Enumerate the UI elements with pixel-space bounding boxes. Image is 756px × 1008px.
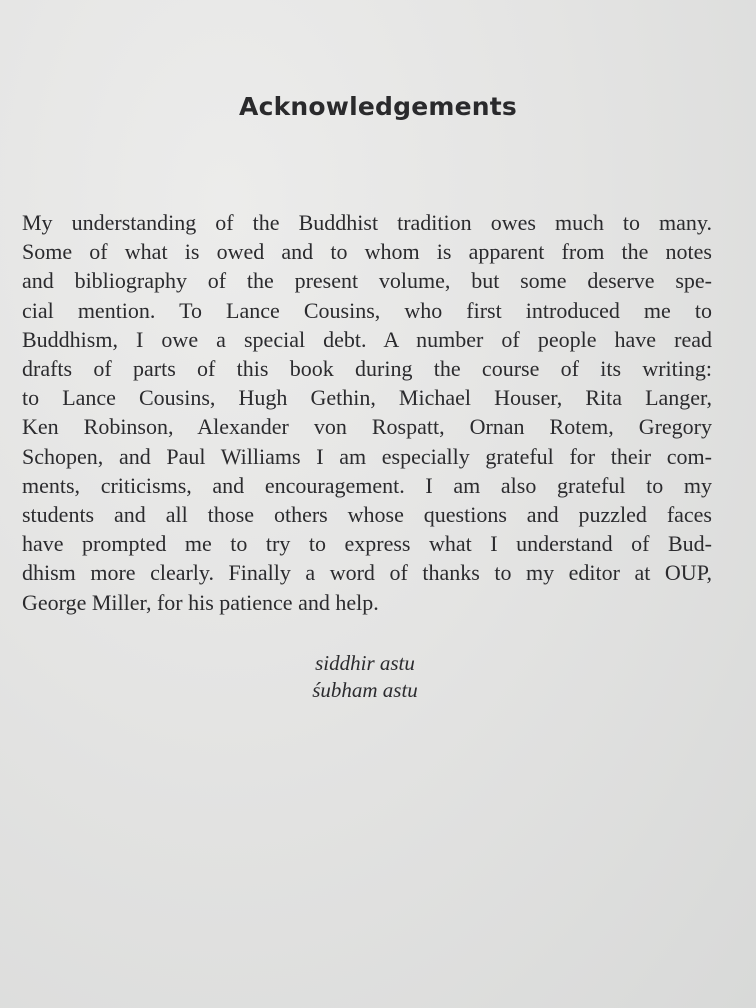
closing-benediction	[0, 650, 730, 704]
text-line: students and all those others whose questions and puzzled faces	[22, 502, 712, 528]
text-line: George Miller, for his patience and help.	[22, 589, 379, 615]
text-line: Schopen, and Paul Williams I am especially grateful for their com-	[22, 443, 712, 469]
text-line: Buddhism, I owe a special debt. A number of people have read	[22, 326, 712, 352]
closing-line-2: śubham astu	[312, 678, 418, 702]
text-line: My understanding of the Buddhist tradition owes much to many.	[22, 210, 712, 235]
text-line: ments, criticisms, and encouragement. I am also grateful to my	[22, 472, 712, 498]
closing-line-1: siddhir astu	[315, 651, 415, 675]
acknowledgements-paragraph	[22, 208, 712, 617]
text-line: and bibliography of the present volume, but some deserve spe-	[22, 268, 712, 294]
text-line: drafts of parts of this book during the course of its writing:	[22, 356, 712, 382]
text-line: to Lance Cousins, Hugh Gethin, Michael Houser, Rita Langer,	[22, 385, 712, 411]
text-line: Ken Robinson, Alexander von Rospatt, Ornan Rotem, Gregory	[22, 414, 712, 440]
text-line: have prompted me to try to express what I understand of Bud-	[22, 531, 712, 557]
text-line: dhism more clearly. Finally a word of thanks to my editor at OUP,	[22, 560, 712, 586]
text-line: Some of what is owed and to whom is apparent from the notes	[22, 239, 712, 265]
text-line: cial mention. To Lance Cousins, who first introduced me to	[22, 297, 712, 323]
page-title: Acknowledgements	[239, 92, 517, 121]
